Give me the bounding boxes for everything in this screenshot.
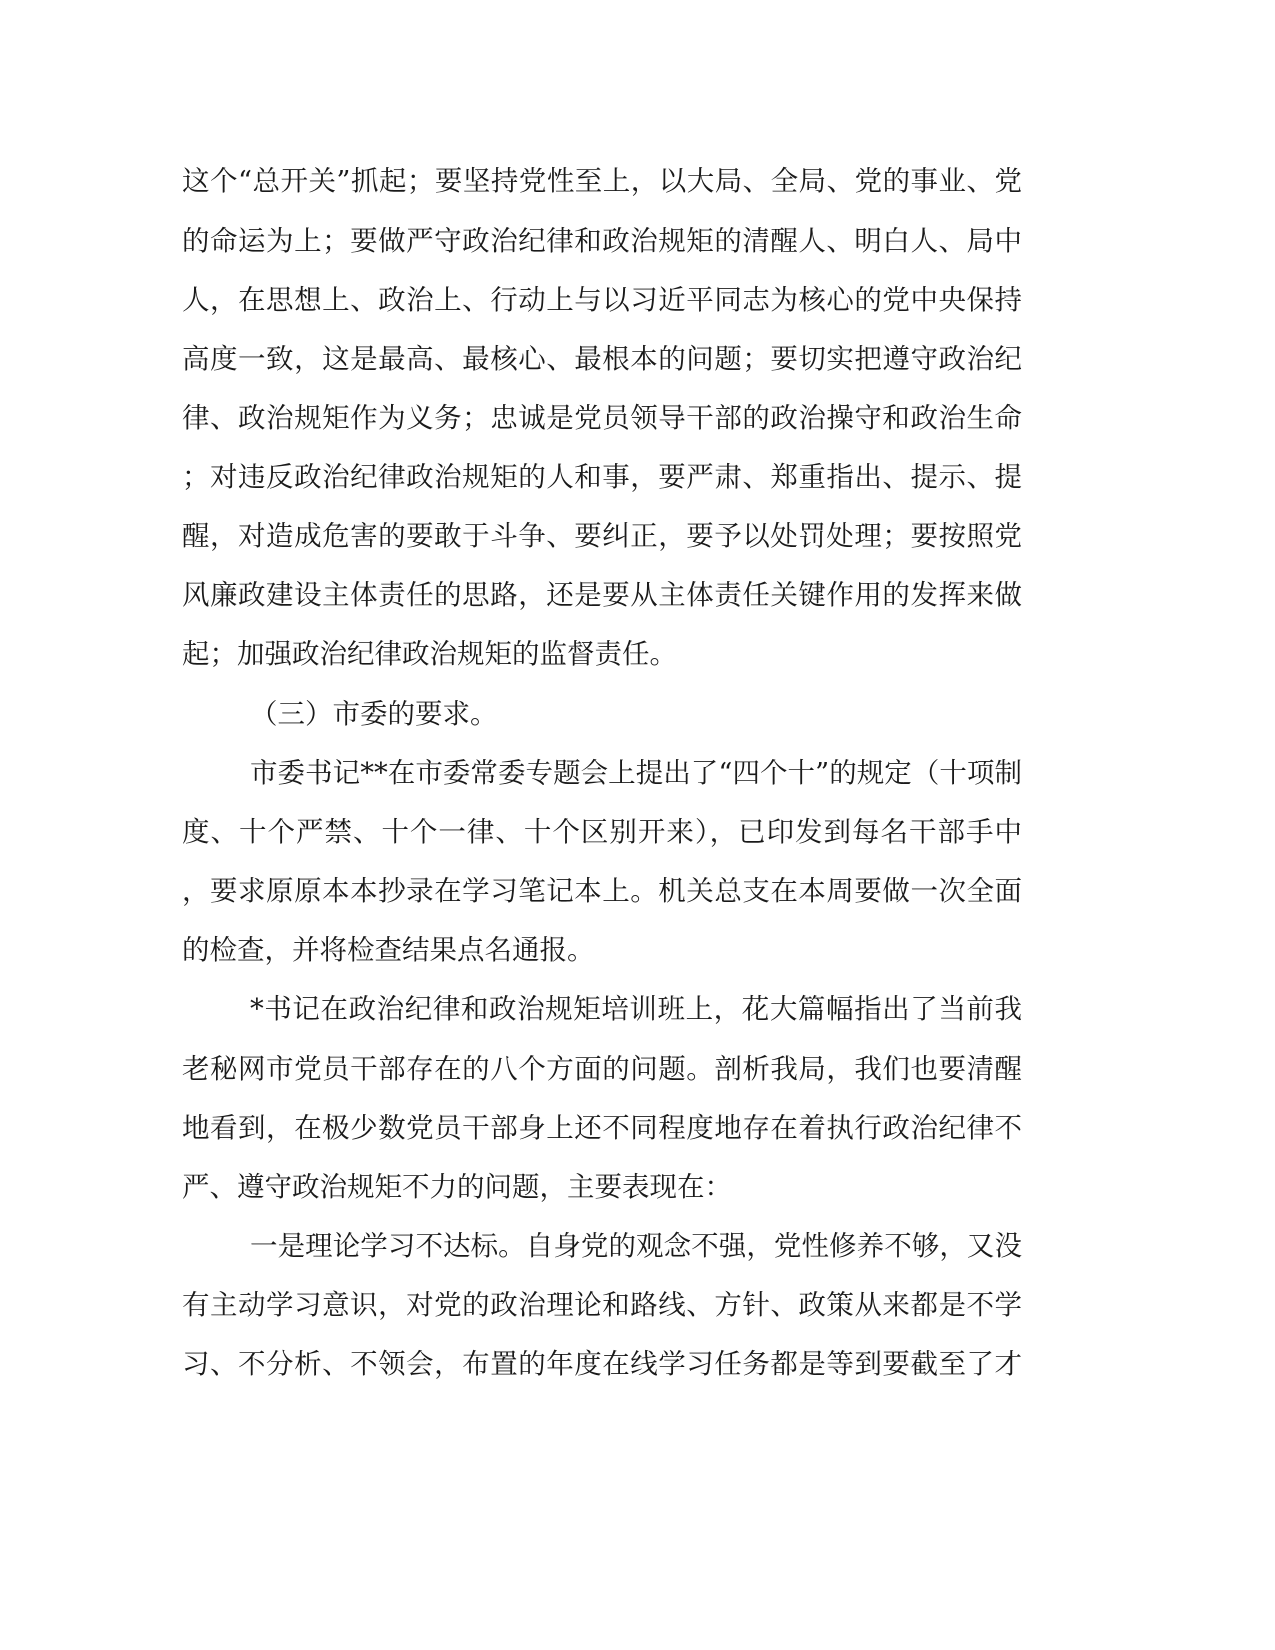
text-line <box>0 339 1275 379</box>
text-line-content: 度、十个严禁、十个一律、十个区别开来），已印发到每名干部手中 <box>182 816 1023 848</box>
text-line <box>0 398 1275 438</box>
text-line <box>0 1285 1275 1325</box>
text-line-content: 有主动学习意识，对党的政治理论和路线、方针、政策从来都是不学 <box>182 1289 1023 1321</box>
text-line <box>0 1049 1275 1089</box>
text-line <box>0 1226 1275 1266</box>
text-line-content: 风廉政建设主体责任的思路，还是要从主体责任关键作用的发挥来做 <box>182 579 1023 611</box>
section-heading-text: （三）市委的要求。 <box>250 698 498 730</box>
text-line-content: 严、遵守政治规矩不力的问题，主要表现在： <box>182 1171 732 1203</box>
text-line <box>0 516 1275 556</box>
text-line-content: 醒，对造成危害的要敢于斗争、要纠正，要予以处罚处理；要按照党 <box>182 520 1023 552</box>
text-line-content: ；对违反政治纪律政治规矩的人和事，要严肃、郑重指出、提示、提 <box>182 461 1023 493</box>
text-line-content: 市委书记**在市委常委专题会上提出了“四个十”的规定（十项制 <box>250 757 1023 789</box>
text-line <box>0 753 1275 793</box>
text-line <box>0 989 1275 1029</box>
text-line <box>0 280 1275 320</box>
text-line-content: 这个“总开关”抓起；要坚持党性至上，以大局、全局、党的事业、党 <box>182 165 1023 197</box>
section-heading <box>0 694 1275 734</box>
text-line <box>0 871 1275 911</box>
text-line-content: 一是理论学习不达标。自身党的观念不强，党性修养不够，又没 <box>250 1230 1023 1262</box>
text-line-content: 的检查，并将检查结果点名通报。 <box>182 934 595 966</box>
text-line-content: 习、不分析、不领会，布置的年度在线学习任务都是等到要截至了才 <box>182 1348 1023 1380</box>
text-line-content: *书记在政治纪律和政治规矩培训班上，花大篇幅指出了当前我 <box>250 993 1023 1025</box>
text-line-content: 高度一致，这是最高、最核心、最根本的问题；要切实把遵守政治纪 <box>182 343 1023 375</box>
text-line <box>0 161 1275 201</box>
text-line <box>0 1344 1275 1384</box>
text-line <box>0 634 1275 674</box>
text-line-content: 地看到，在极少数党员干部身上还不同程度地存在着执行政治纪律不 <box>182 1112 1023 1144</box>
text-line <box>0 930 1275 970</box>
text-line-content: 起；加强政治纪律政治规矩的监督责任。 <box>182 638 677 670</box>
text-line-content: 人，在思想上、政治上、行动上与以习近平同志为核心的党中央保持 <box>182 284 1023 316</box>
text-line-content: 律、政治规矩作为义务；忠诚是党员领导干部的政治操守和政治生命 <box>182 402 1023 434</box>
text-line-content: 的命运为上；要做严守政治纪律和政治规矩的清醒人、明白人、局中 <box>182 225 1023 257</box>
text-line <box>0 457 1275 497</box>
text-line-content: 老秘网市党员干部存在的八个方面的问题。剖析我局，我们也要清醒 <box>182 1053 1023 1085</box>
text-line <box>0 812 1275 852</box>
text-line <box>0 1167 1275 1207</box>
text-line <box>0 575 1275 615</box>
text-line <box>0 1108 1275 1148</box>
text-line-content: ，要求原原本本抄录在学习笔记本上。机关总支在本周要做一次全面 <box>182 875 1023 907</box>
text-line <box>0 221 1275 261</box>
